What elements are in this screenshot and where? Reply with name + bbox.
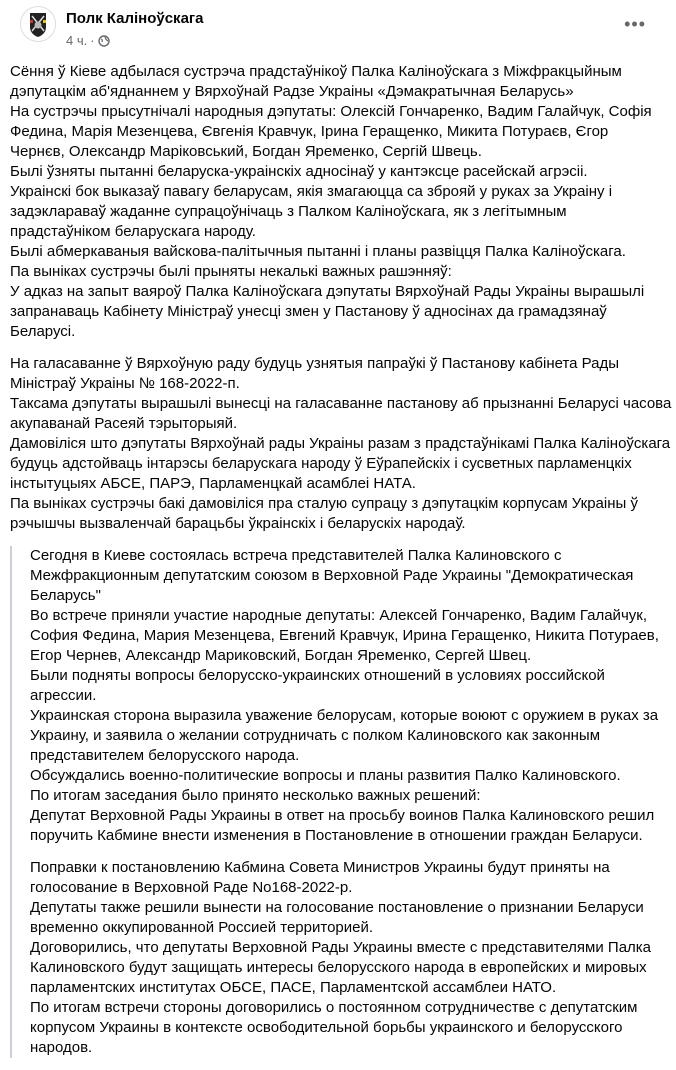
text-line: Депутаты также решили вынести на голосование постановление о признании Беларуси	[30, 899, 644, 916]
text-line: будуць адстойваць інтарэсы беларускага народу ў Еўрапейскіх і сусветных парламенцкіх	[10, 455, 632, 472]
text-line: Міністраў Украіны № 168-2022-п.	[10, 375, 240, 392]
text-line: Были подняты вопросы белорусско-украинских отношений в условиях российской	[30, 667, 605, 684]
paragraph	[30, 858, 672, 1058]
text-line: Договорились, что депутаты Верховной Рады Украины вместе с представителями Палка	[30, 939, 652, 956]
paragraph	[10, 62, 672, 342]
text-line: Украинская сторона выразила уважение белорусам, которые воюют с оружием в руках за	[30, 707, 659, 724]
text-line: Украінскі бок выказаў павагу беларусам, якія змагаюцца са зброяй у руках за Украіну і	[10, 183, 613, 200]
text-line: Межфракционным депутатским союзом в Верховной Раде Украины "Демократическая	[30, 567, 634, 584]
text-line: Таксама дэпутаты вырашылі вынесці на галасаванне пастанову аб прызнанні Беларусі часова	[10, 395, 672, 412]
globe-icon	[98, 35, 110, 47]
text-line: Депутат Верховной Рады Украины в ответ на просьбу воинов Палка Калиновского решил	[30, 807, 655, 824]
text-line: представителем белорусского народа.	[30, 747, 300, 764]
text-line: Па выніках сустрэчы бакі дамовіліся пра сталую супрацу з дэпутацкім корпусам Украіны ў	[10, 495, 638, 512]
separator-dot: ·	[90, 33, 95, 48]
paragraph	[10, 354, 672, 534]
text-line: временно оккупированной Россией территорией.	[30, 919, 374, 936]
text-line: Па выніках сустрэчы былі прыняты некалькі важных рашэнняў:	[10, 263, 452, 280]
text-line: корпусом Украины в контексте освободительной борьбы украинского и белорусского	[30, 1019, 623, 1036]
text-line: Чернєв, Олександр Маріковський, Богдан Яременко, Сергій Швець.	[10, 143, 482, 160]
text-line: У адказ на запыт ваяроў Палка Каліноўскага дэпутаты Вярхоўнай Рады Украіны вырашылі	[10, 283, 645, 300]
text-line: акупаванай Расеяй тэрыторыяй.	[10, 415, 238, 432]
text-line: Дамовіліся што дэпутаты Вярхоўнай рады Украіны разам з прадстаўнікамі Палка Каліноўскага	[10, 435, 671, 452]
text-line: София Федина, Мария Мезенцева, Евгений Кравчук, Ирина Геращенко, Никита Потураев,	[30, 627, 659, 644]
text-line: Былі абмеркаваныя вайскова-палітычныя пытанні і планы развіцця Палка Каліноўскага.	[10, 243, 626, 260]
page-name[interactable]: Полк Каліноўскага	[66, 10, 204, 27]
text-line: інстытуцыях АБСЕ, ПАРЭ, Парламенцкай асамблеі НАТА.	[10, 475, 416, 492]
text-line: Федина, Марія Мезенцева, Євгенія Кравчук, Ірина Геращенко, Микита Потураєв, Єгор	[10, 123, 609, 140]
text-line: агрессии.	[30, 687, 97, 704]
text-line: Беларусі.	[10, 323, 76, 340]
text-line: Обсуждались военно-политические вопросы и планы развития Палко Калиновского.	[30, 767, 621, 784]
text-line: рэчышчы вызваленчай барацьбы ўкраінскіх і беларускіх народаў.	[10, 515, 466, 532]
text-line: На сустрэчы прысутнічалі народныя дэпутаты: Олексій Гончаренко, Вадим Галайчук, Софія	[10, 103, 652, 120]
more-icon[interactable]: •••	[624, 14, 646, 34]
text-line: Калиновского будут защищать интересы белорусского народа в европейских и мировых	[30, 959, 647, 976]
post-meta	[66, 33, 110, 49]
text-line: парламентских институтах ОБСЕ, ПАСЕ, Парламентской ассамблеи НАТО.	[30, 979, 557, 996]
text-line: Сегодня в Киеве состоялась встреча представителей Палка Калиновского с	[30, 547, 562, 564]
paragraph	[30, 546, 672, 846]
text-line: Былі ўзняты пытанні беларуска-украінскіх адносінаў у кантэксце расейскай агрэсіі.	[10, 163, 588, 180]
text-line: поручить Кабмине внести изменения в Постановление в отношении граждан Беларуси.	[30, 827, 643, 844]
text-line: Егор Чернев, Александр Мариковский, Богдан Яременко, Сергей Швец.	[30, 647, 532, 664]
text-line: голосование в Верховной Раде No168-2022-р.	[30, 879, 353, 896]
text-line: Сёння ў Кіеве адбылася сустрэча прадстаўнікоў Палка Каліноўскага з Міжфракцыйным	[10, 63, 622, 80]
text-line: задэклараваў жаданне супрацоўнічаць з Палком Каліноўскага, як з легітымным	[10, 203, 567, 220]
post-time[interactable]: 4 ч.	[66, 33, 88, 48]
text-line: запранаваць Кабінету Міністраў унесці змен у Пастанову ў адносінах да грамадзянаў	[10, 303, 607, 320]
shield-logo-icon	[21, 7, 55, 41]
text-line: прадстаўніком беларускага народу.	[10, 223, 256, 240]
text-line: По итогам заседания было принято несколько важных решений:	[30, 787, 481, 804]
text-line: Беларусь"	[30, 587, 101, 604]
text-line: Поправки к постановлению Кабмина Совета Министров Украины будут приняты на	[30, 859, 610, 876]
text-line: народов.	[30, 1039, 93, 1056]
text-line: дэпутацкім аб'яднаннем у Вярхоўнай Радзе Украіны «Дэмакратычная Беларусь»	[10, 83, 574, 100]
text-line: По итогам встречи стороны договорились о постоянном сотрудничестве с депутатским	[30, 999, 638, 1016]
text-line: Во встрече приняли участие народные депутаты: Алексей Гончаренко, Вадим Галайчук,	[30, 607, 647, 624]
page-avatar[interactable]	[20, 6, 56, 42]
post-header	[10, 0, 666, 56]
main-text	[10, 62, 672, 534]
post-text	[10, 62, 672, 1070]
quote-block	[10, 546, 672, 1058]
text-line: Украину, и заявила о желании сотрудничать с полком Калиновского как законным	[30, 727, 600, 744]
text-line: На галасаванне ў Вярхоўную раду будуць узнятыя папраўкі ў Пастанову кабінета Рады	[10, 355, 620, 372]
